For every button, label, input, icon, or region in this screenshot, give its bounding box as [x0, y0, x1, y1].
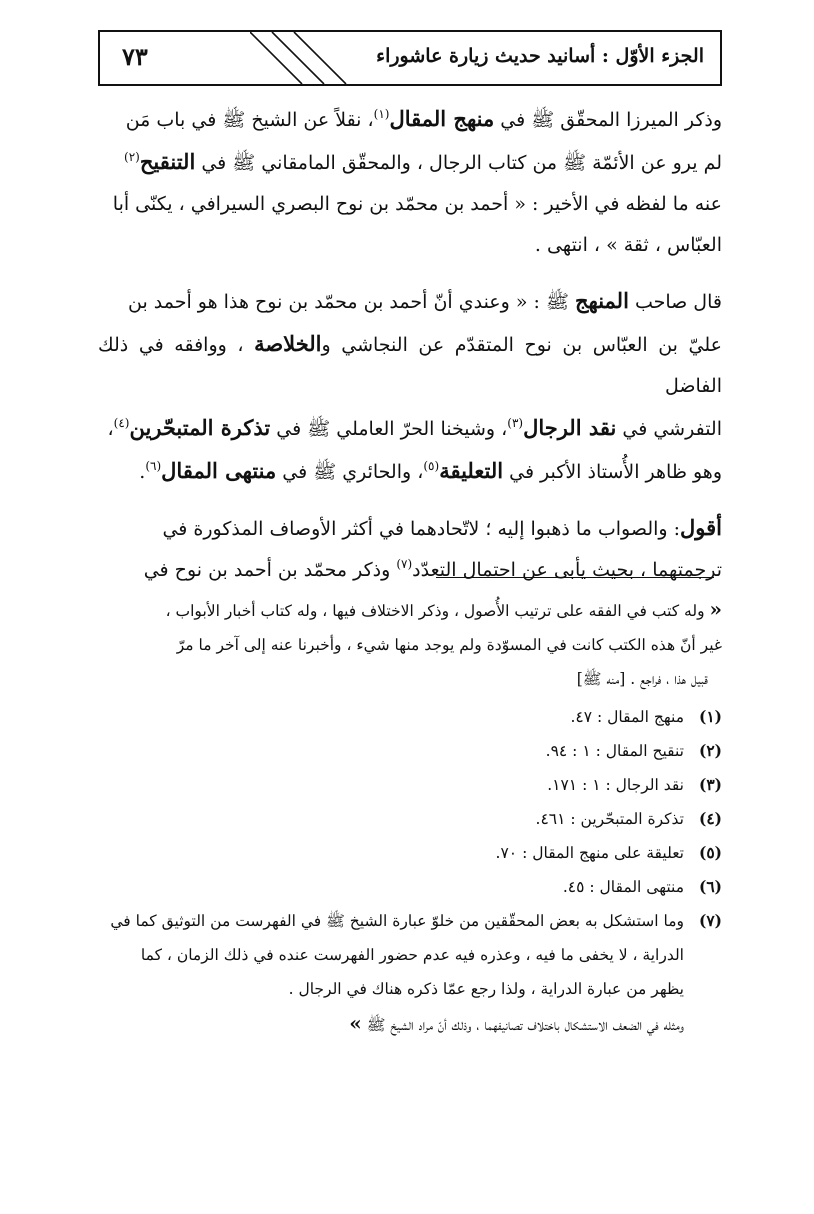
text-line — [98, 280, 722, 323]
running-header — [98, 30, 722, 86]
footnote-text: تعليقة على منهج المقال : ٧٠. — [495, 844, 684, 862]
text-line — [98, 141, 722, 184]
footnotes — [98, 592, 722, 1042]
text-run: ترجمتهما ، بحيث يأبى عن احتمال التعدّد — [412, 559, 722, 581]
footnote-ref: (٣) — [507, 416, 524, 430]
footnote-item — [98, 700, 722, 734]
text-run: لم يرو عن الأئمّة ﷺ من كتاب الرجال ، والمحقّق المامقاني ﷺ في — [195, 152, 722, 174]
footnote-item — [98, 836, 722, 870]
text-line — [98, 407, 722, 450]
footnote-line — [98, 592, 722, 628]
footnote-ref: (٧) — [396, 557, 413, 571]
text-run: قال صاحب — [628, 291, 722, 313]
text-line: عنه ما لفظه في الأخير : « أحمد بن محمّد بن نوح البصري السيرافي ، يكنّى أبا — [112, 193, 722, 215]
header-title: الجزء الأوّل : أسانيد حديث زيارة عاشوراء — [376, 45, 704, 67]
book-title: نقد الرجال — [523, 415, 617, 440]
book-title: منهج المقال — [389, 106, 495, 131]
text-run: وذكر محمّد بن أحمد بن نوح في — [143, 559, 397, 581]
continued-footnote — [98, 592, 722, 696]
paragraph-3 — [98, 507, 722, 591]
footnote-text: منتهى المقال : ٤٥. — [562, 878, 684, 896]
footnote-text: منهج المقال : ٤٧. — [570, 708, 684, 726]
footnote-number: (٤) — [698, 809, 722, 828]
footnote-text: تنقيح المقال : ١ : ٩٤. — [545, 742, 684, 760]
paragraph-2 — [98, 280, 722, 493]
book-title: التعليقة — [439, 458, 504, 483]
text-run: ، نقلاً عن الشيخ ﷺ في باب مَن — [125, 109, 374, 131]
text-run: ، ووافقه في ذلك الفاضل — [98, 334, 722, 397]
book-title: منتهى المقال — [161, 458, 277, 483]
footnote-item — [98, 768, 722, 802]
footnote-number: (٥) — [698, 843, 722, 862]
footnote-item — [98, 802, 722, 836]
quote-mark: » — [349, 1011, 362, 1035]
footnote-item — [98, 734, 722, 768]
footnote-text: تذكرة المتبحّرين : ٤٦١. — [535, 810, 684, 828]
text-run: ، وشيخنا الحرّ العاملي ﷺ في — [270, 418, 508, 440]
footnote-ref: (٤) — [113, 416, 130, 430]
footnote-line: وما استشكل به بعض المحقّقين من خلوّ عبارة الشيخ ﷺ في الفهرست من التوثيق كما في — [110, 912, 684, 930]
text-line — [98, 323, 722, 407]
footnote-line: يظهر من عبارة الدراية ، ولذا رجع عمّا ذكره هناك في الرجال . — [288, 980, 684, 998]
footnote-list — [98, 700, 722, 1042]
text-run: وهو ظاهر الأُستاذ الأكبر في — [503, 461, 722, 483]
bold-word: أقول — [680, 515, 722, 540]
text-run: التفرشي في — [616, 418, 722, 440]
main-text — [98, 98, 722, 591]
footnote-number: (٢) — [698, 741, 722, 760]
paragraph-1 — [98, 98, 722, 266]
text-run: ومثله في الضعف الاستشكال باختلاف تصانيفهما ، وذلك أنّ مراد الشيخ ﷺ — [361, 1016, 684, 1034]
footnote-text: نقد الرجال : ١ : ١٧١. — [547, 776, 684, 794]
text-run: عليّ بن العبّاس بن نوح المتقدّم عن النجاشي و — [321, 334, 722, 356]
footnote-ref: (٦) — [145, 459, 162, 473]
footnote-number: (٦) — [698, 877, 722, 896]
book-title: التنقيح — [139, 149, 196, 174]
text-run: : والصواب ما ذهبوا إليه ؛ لاتّحادهما في أكثر الأوصاف المذكورة في — [162, 518, 681, 540]
footnote-line: الدراية ، لا يخفى ما فيه ، وعذره فيه عدم حضور الفهرست عنده في ذلك الزمان ، كما — [140, 946, 684, 964]
footnote-ref: (٥) — [423, 459, 440, 473]
footnote-line: غير أنّ هذه الكتب كانت في المسوّدة ولم يوجد منها شيء ، وأخبرنا عنه إلى آخر ما مرّ — [176, 636, 722, 654]
footnote-line: قبيل هذا ، فراجع . [منه ﷺ] — [576, 670, 708, 688]
book-title: تذكرة المتبحّرين — [129, 415, 271, 440]
book-title: الخلاصة — [254, 331, 322, 356]
text-run: ، — [107, 418, 114, 440]
text-line: العبّاس ، ثقة » ، انتهى . — [534, 234, 722, 256]
book-title: المنهج — [574, 288, 629, 313]
footnote-item — [98, 870, 722, 904]
footnote-ref: (٢) — [124, 150, 140, 164]
page-number: ٧٣ — [122, 42, 148, 71]
footnote-separator — [436, 577, 714, 578]
footnote-item — [98, 904, 722, 1042]
text-run: وذكر الميرزا المحقّق ﷺ في — [494, 109, 722, 131]
header-ornament-lines — [250, 32, 368, 84]
quote-mark: « — [709, 597, 722, 621]
footnote-ref: (١) — [373, 107, 390, 121]
footnote-number: (٧) — [698, 911, 722, 930]
text-run: وله كتب في الفقه على ترتيب الأُصول ، وذكر الاختلاف فيها ، وله كتاب أخبار الأبواب ، — [165, 602, 710, 620]
text-line — [98, 450, 722, 493]
text-run: . — [139, 461, 146, 483]
text-line — [98, 507, 722, 550]
text-line — [98, 550, 722, 591]
text-run: ﷺ : « وعندي أنّ أحمد بن محمّد بن نوح هذا هو أحمد بن — [128, 291, 575, 313]
text-line — [98, 98, 722, 141]
footnote-line — [110, 1006, 684, 1042]
text-run: ، والحائري ﷺ في — [276, 461, 424, 483]
footnote-text — [110, 904, 684, 1042]
footnote-number: (٣) — [698, 775, 722, 794]
footnote-number: (١) — [698, 707, 722, 726]
